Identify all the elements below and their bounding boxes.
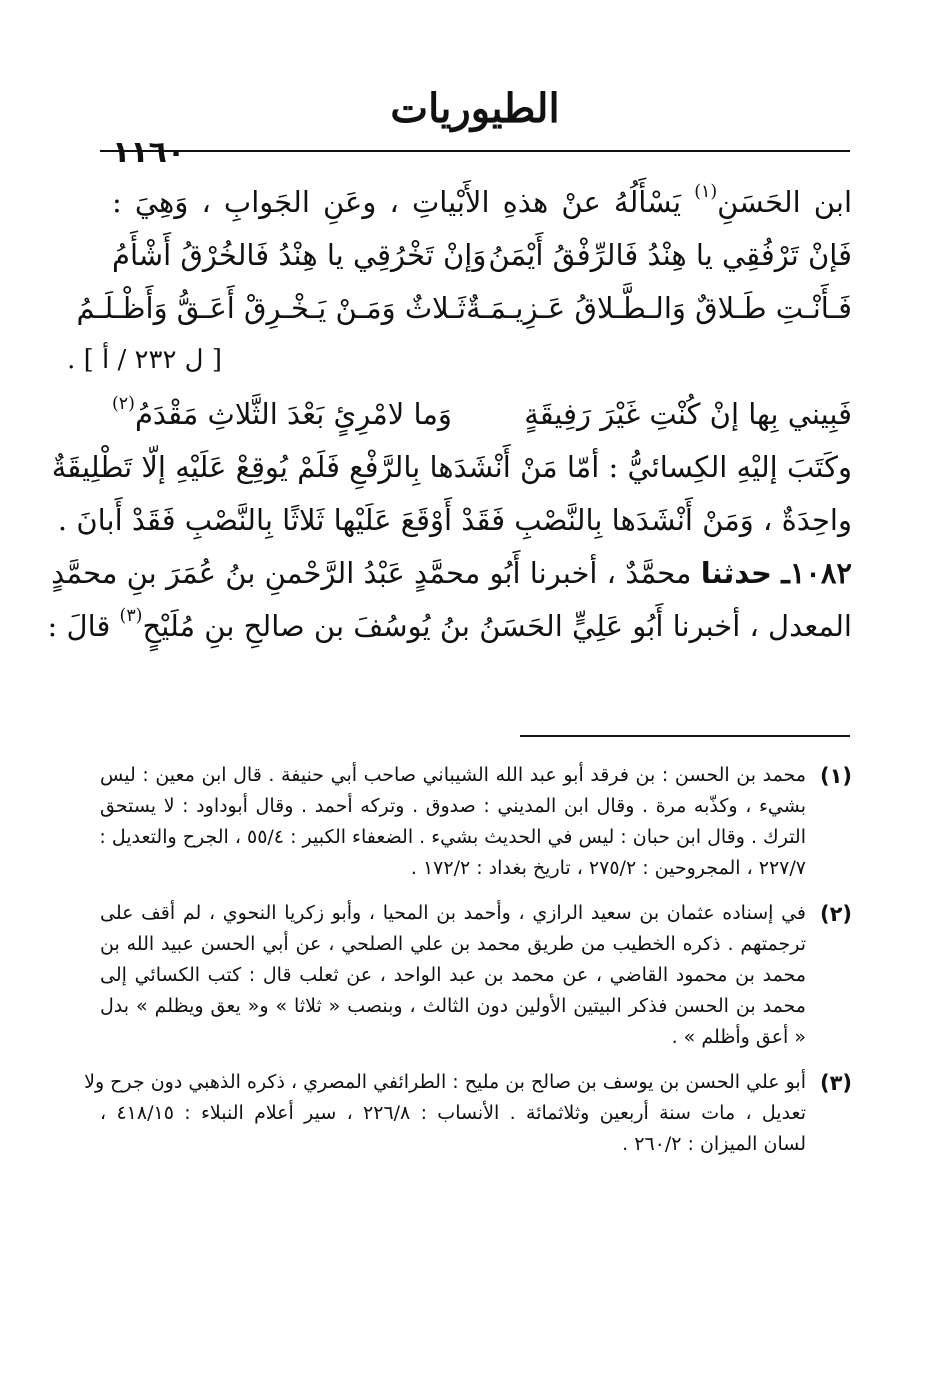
running-title: الطيوريات	[390, 85, 560, 132]
verse-3-first-hemistich: فَبِيني بِها إنْ كُنْتِ غَيْرَ رَفِيقَةٍ	[524, 397, 852, 431]
footnote-number: (٣)	[819, 1071, 852, 1095]
footnote-number: (١)	[819, 764, 852, 788]
footnote-ref-2: (٢)	[112, 394, 135, 414]
hadith-1082-line-2: المعدل ، أخبرنا أَبُو عَلِيٍّ الحَسَنُ بنُ يُوسُفَ بن صالحِ بنِ مُلَيْحٍ$^{(٣)}$ قالَ :	[47, 606, 852, 643]
haddathana-abbrev: حدثنا	[700, 556, 772, 590]
verse-line-1	[112, 225, 852, 278]
footnote-ref-1: (١)	[694, 182, 718, 202]
footnote-line: ٢٢٧/٧ ، المجروحين : ٢٧٥/٢ ، تاريخ بغداد : ١٧٢/٢ .	[410, 857, 806, 879]
text-line-kisai-cont: واحِدَةٌ ، وَمَنْ أَنْشَدَها بِالنَّصْبِ فَقَدْ أَوْقَعَ عَلَيْها ثَلاثًا بِالنَّصْبِ فَقَدْ أَبانَ .	[57, 503, 852, 537]
hadith-1082-line-1: ١٠٨٢ـ حدثنا محمَّدٌ ، أخبرنا أَبُو محمَّدٍ عَبْدُ الرَّحْمنِ بنُ عُمَرَ بنِ محمَّدٍ	[51, 556, 852, 590]
verse-1-second-hemistich: وَإنْ تَخْرُقِي يا هِنْدُ فَالخُرْقُ أَشْأَمُ	[112, 238, 487, 272]
verse-2-first-hemistich: فَـأَنْـتِ طَـلاقٌ وَالـطَّـلاقُ عَـزِيـمَـةٌ	[466, 291, 852, 325]
footnote-2	[100, 898, 852, 1053]
footnotes	[84, 760, 852, 1174]
footnote-divider	[520, 735, 850, 737]
verse-line-2	[76, 278, 852, 331]
footnote-line: الترك . وقال ابن حبان : ليس في الحديث بشيء . الضعفاء الكبير : ٥٥/٤ ، الجرح والتعديل :	[99, 826, 806, 848]
page-header	[100, 85, 850, 170]
manuscript-folio-reference: [ ل ٢٣٢ / أ ] .	[67, 345, 222, 375]
footnote-line: بشيء ، وكذّبه مرة . وقال ابن المديني : صدوق . وتركه أحمد . وقال أبوداود : لا يستحق	[100, 795, 806, 817]
text-line-1: ابن الحَسَنِ$^{(١)}$ يَسْأَلُهُ عنْ هذهِ الأَبْياتِ ، وعَنِ الجَوابِ ، وَهِيَ :	[112, 182, 852, 219]
main-text	[47, 172, 852, 649]
footnote-line: ترجمتهم . ذكره الخطيب من طريق محمد بن علي الصلحي ، عن أبي الحسن عبيد الله بن	[100, 933, 806, 955]
footnote-1	[100, 760, 852, 884]
footnote-line: « أعق وأظلم » .	[671, 1026, 806, 1048]
footnote-line: في إسناده عثمان بن سعيد الرازي ، وأحمد بن المحيا ، وأبو زكريا النحوي ، لم أقف على	[100, 902, 806, 924]
text-line-kisai: وكَتَبَ إليْهِ الكِسائيُّ : أمّا مَنْ أَنْشَدَها بِالرَّفْعِ فَلَمْ يُوقِعْ عَلَيْهِ إلّا تَطْلِيقَةٌ	[51, 450, 852, 484]
footnote-ref-3: (٣)	[119, 606, 143, 626]
footnote-line: لسان الميزان : ٢٦٠/٢ .	[622, 1133, 806, 1155]
verse-line-3	[112, 384, 852, 437]
verse-1-first-hemistich: فَإنْ تَرْفُقِي يا هِنْدُ فَالرِّفْقُ أَيْمَنُ	[488, 238, 852, 272]
footnote-line: تعديل ، مات سنة أربعين وثلاثمائة . الأنساب : ٢٢٦/٨ ، سير أعلام النبلاء : ٤١٨/١٥ ،	[100, 1102, 807, 1124]
page-number: ١١٦٠	[112, 135, 186, 170]
footnote-line: محمد بن الحسن : بن فرقد أبو عبد الله الشيباني صاحب أبي حنيفة . قال ابن معين : ليس	[100, 764, 806, 786]
footnote-line: محمد بن محمود القاضي ، عن محمد بن عبد الواحد ، عن ثعلب قال : كتب الكسائي إلى	[100, 964, 806, 986]
header-divider	[100, 150, 850, 152]
verse-2-second-hemistich: ثَـلاثٌ وَمَـنْ يَـخْـرِقْ أَعَـقُّ وَأَظْـلَـمُ	[76, 291, 467, 325]
hadith-number: ١٠٨٢ـ	[781, 556, 852, 590]
footnote-line: محمد بن الحسن فذكر البيتين الأولين دون الثالث ، وبنصب « ثلاثا » و« يعق ويظلم » بدل	[100, 995, 806, 1017]
footnote-number: (٢)	[819, 902, 852, 926]
footnote-3	[84, 1067, 852, 1160]
verse-3-second-hemistich: وَما لامْرِئٍ بَعْدَ الثَّلاثِ مَقْدَمُ$^{(٢)}$	[112, 394, 452, 431]
footnote-line: أبو علي الحسن بن يوسف بن صالح بن مليح : الطرائفي المصري ، ذكره الذهبي دون جرح ولا	[84, 1071, 806, 1093]
